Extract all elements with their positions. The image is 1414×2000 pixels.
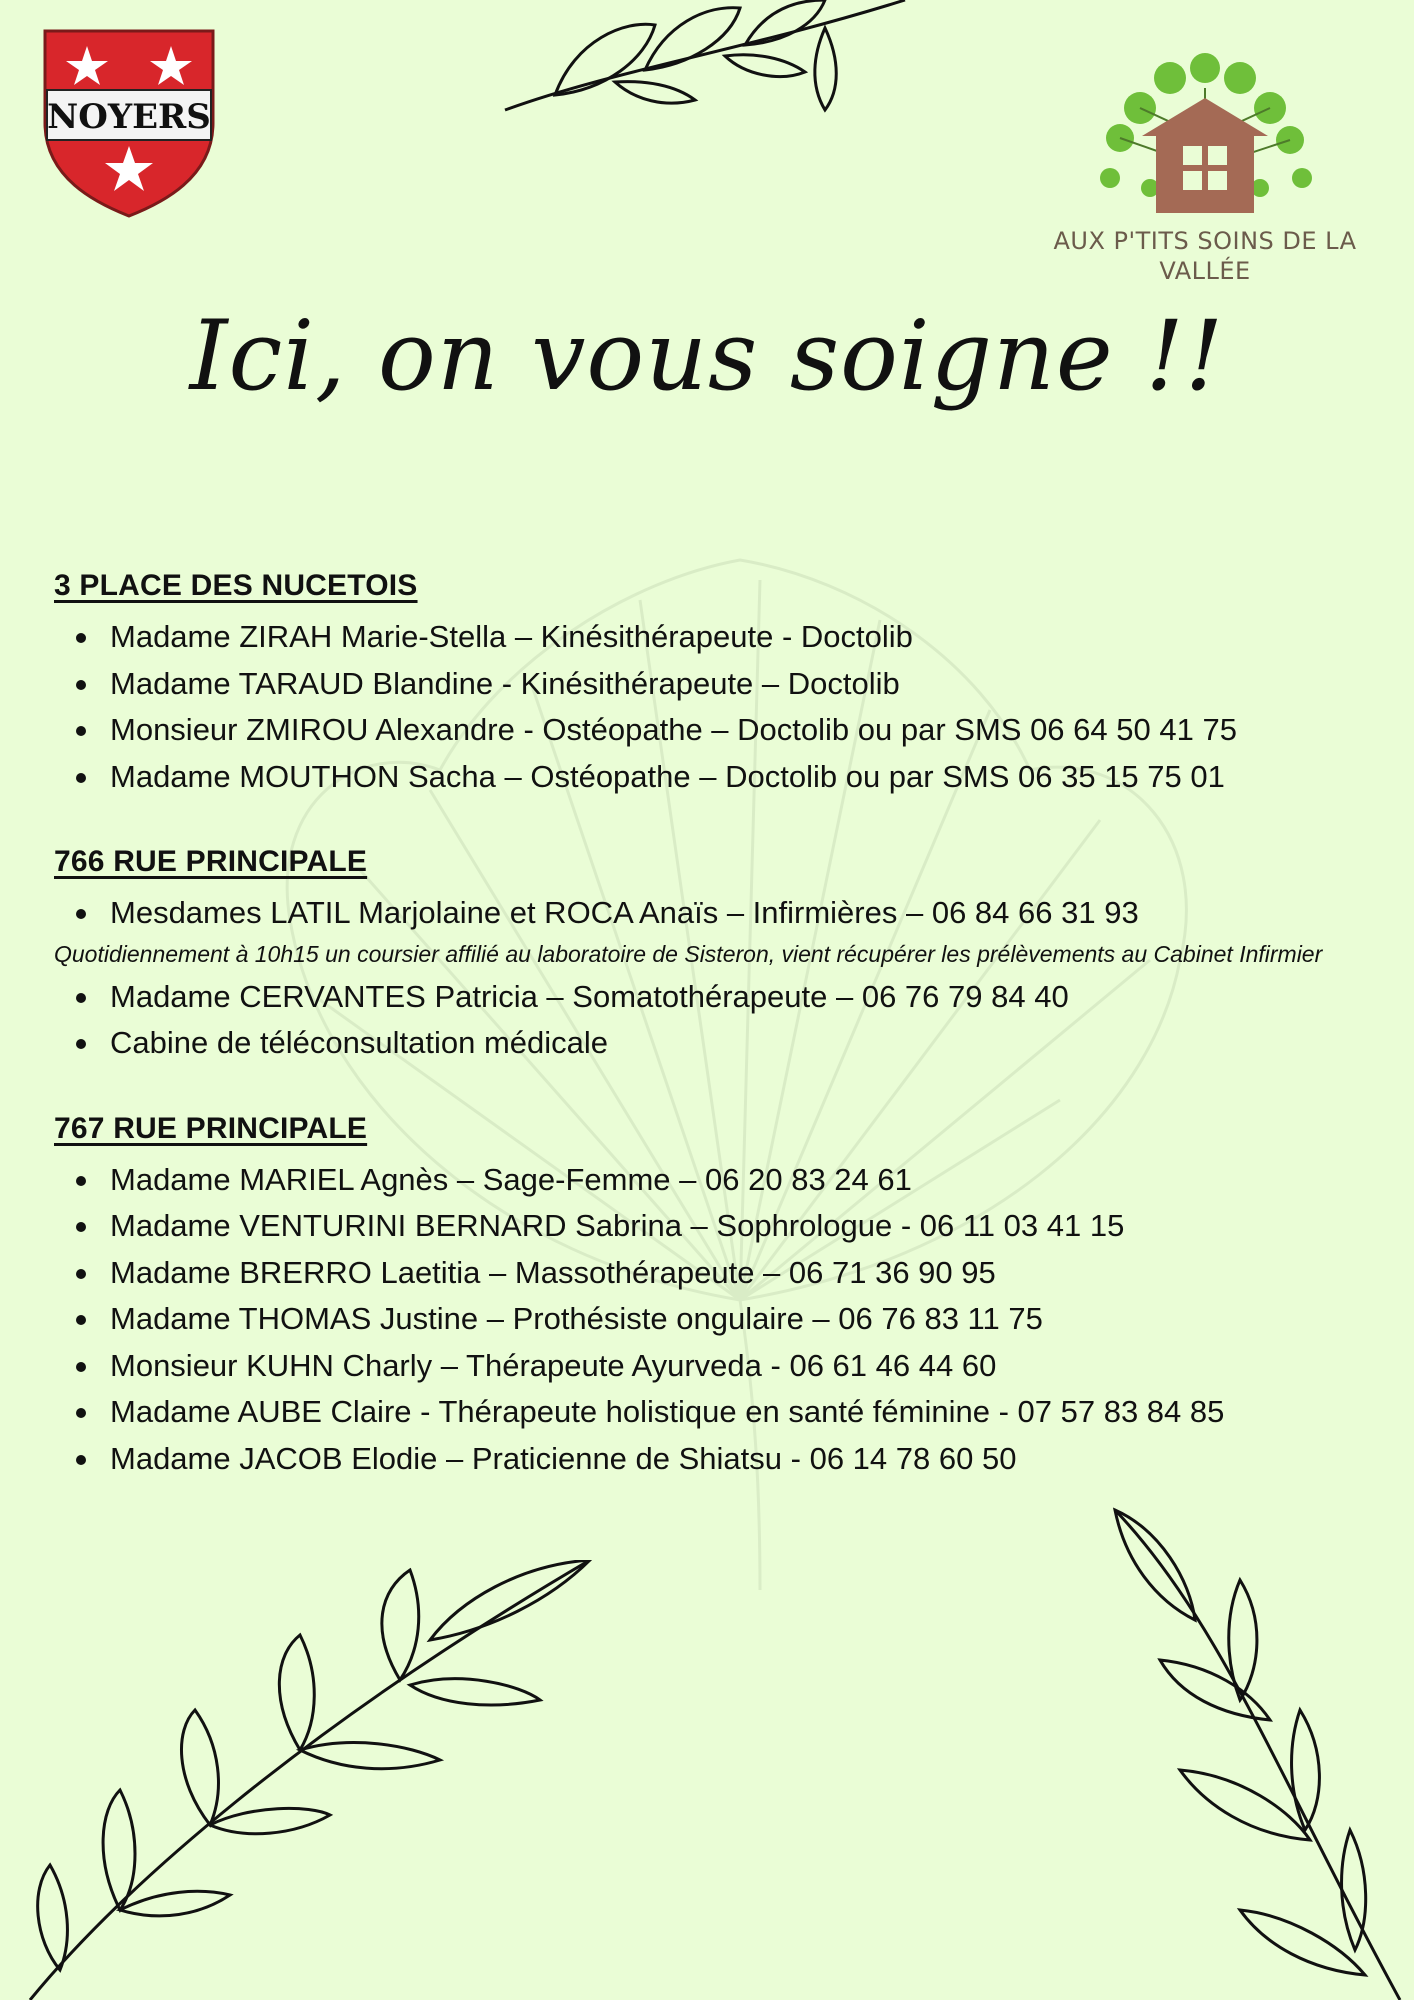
section-3-place-des-nucetois <box>54 566 1384 800</box>
branch-bottom-right-illustration <box>1100 1500 1414 2000</box>
list-item: Madame THOMAS Justine – Prothésiste ongulaire – 06 76 83 11 75 <box>54 1296 1384 1343</box>
noyers-coat-of-arms-logo <box>42 28 216 218</box>
section-767-rue-principale <box>54 1109 1384 1483</box>
house-tree-icon <box>1080 48 1330 218</box>
practitioner-list <box>54 890 1384 937</box>
lab-courier-note: Quotidiennement à 10h15 un coursier affilié au laboratoire de Sisteron, vient récupérer les prélèvements au Cabinet Infirmier <box>54 940 1323 967</box>
list-item: Madame BRERRO Laetitia – Massothérapeute – 06 71 36 90 95 <box>54 1250 1384 1297</box>
branch-top-illustration <box>495 0 915 120</box>
practitioner-directory <box>54 566 1384 1524</box>
list-item: Madame MARIEL Agnès – Sage-Femme – 06 20 83 24 61 <box>54 1157 1384 1204</box>
section-heading: 767 RUE PRINCIPALE <box>54 1111 368 1145</box>
page-title: Ici, on vous soigne !! <box>189 300 1225 412</box>
crest-text: NOYERS <box>47 97 211 137</box>
list-item: Cabine de téléconsultation médicale <box>54 1020 1384 1067</box>
list-item: Madame AUBE Claire - Thérapeute holistique en santé féminine - 07 57 83 84 85 <box>54 1389 1384 1436</box>
section-heading: 3 PLACE DES NUCETOIS <box>54 569 418 602</box>
list-item: Madame TARAUD Blandine - Kinésithérapeute – Doctolib <box>54 661 1384 708</box>
section-766-rue-principale <box>54 842 1384 1067</box>
practitioner-list <box>54 974 1384 1067</box>
list-item: Monsieur ZMIROU Alexandre - Ostéopathe – Doctolib ou par SMS 06 64 50 41 75 <box>54 707 1384 754</box>
practitioner-list <box>54 1157 1384 1483</box>
list-item: Madame JACOB Elodie – Praticienne de Shiatsu - 06 14 78 60 50 <box>54 1436 1384 1483</box>
section-heading: 766 RUE PRINCIPALE <box>54 845 368 878</box>
list-item: Mesdames LATIL Marjolaine et ROCA Anaïs – Infirmières – 06 84 66 31 93 <box>54 890 1384 937</box>
brand-logo <box>1040 48 1370 286</box>
list-item: Monsieur KUHN Charly – Thérapeute Ayurveda - 06 61 46 44 60 <box>54 1343 1384 1390</box>
brand-name: AUX P'TITS SOINS DE LA VALLÉE <box>1053 227 1357 285</box>
list-item: Madame ZIRAH Marie-Stella – Kinésithérapeute - Doctolib <box>54 614 1384 661</box>
list-item: Madame CERVANTES Patricia – Somatothérapeute – 06 76 79 84 40 <box>54 974 1384 1021</box>
list-item: Madame VENTURINI BERNARD Sabrina – Sophrologue - 06 11 03 41 15 <box>54 1203 1384 1250</box>
list-item: Madame MOUTHON Sacha – Ostéopathe – Doctolib ou par SMS 06 35 15 75 01 <box>54 754 1384 801</box>
practitioner-list <box>54 614 1384 800</box>
branch-bottom-left-illustration <box>0 1560 600 2000</box>
